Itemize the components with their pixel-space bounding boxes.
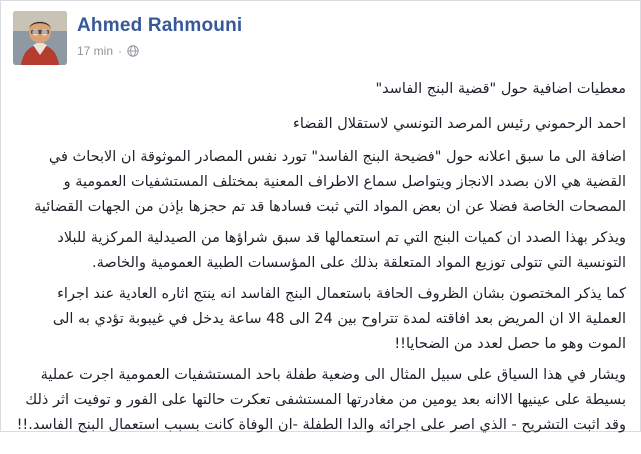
author-name[interactable]: Ahmed Rahmouni bbox=[77, 15, 243, 36]
post-meta bbox=[77, 44, 242, 58]
globe-icon[interactable] bbox=[127, 45, 139, 57]
post-body bbox=[1, 69, 640, 454]
post-paragraph: معطيات اضافية حول "قضية البنج الفاسد" bbox=[375, 81, 626, 97]
post-paragraph: اضافة الى ما سبق اعلانه حول "فضيحة البنج الفاسد" تورد نفس المصادر الموثوقة ان الابحاث في القضية هي الان بصدد الانجاز ويتواصل سماع الاطراف المعنية بمختلف المستشفيات العمومية و المصحات الخاصة فضلا عن ان بعض المواد التي ثبت فسادها قد تم حجزها بإذن من الجهات القضائية bbox=[34, 149, 626, 215]
avatar[interactable] bbox=[13, 11, 67, 65]
meta-separator: · bbox=[118, 44, 123, 58]
post-header-text bbox=[77, 11, 242, 58]
post-timestamp[interactable]: 17 min bbox=[77, 44, 114, 58]
post-header bbox=[1, 1, 640, 69]
user-avatar-photo-icon bbox=[13, 11, 67, 65]
post-paragraph: ويذكر بهذا الصدد ان كميات البنج التي تم استعمالها قد سبق شراؤها من الصيدلية المركزية للبلاد التونسية التي تتولى توزيع المواد المتعلقة بذلك على المؤسسات الطبية العمومية والخاصة. bbox=[57, 230, 626, 271]
post-paragraph: احمد الرحموني رئيس المرصد التونسي لاستقلال القضاء bbox=[293, 116, 626, 132]
post-paragraph: كما يذكر المختصون بشان الظروف الحافة باستعمال البنج الفاسد انه ينتج اثاره العادية عند اجراء العملية الا ان المريض بعد افاقته لمدة تتراوح بين 24 الى 48 ساعة يدخل في غيبوبة تؤدي به الى الموت وهو ما حصل لعدد من الضحايا!! bbox=[52, 286, 626, 352]
post-paragraph: ويشار في هذا السياق على سبيل المثال الى وضعية طفلة باحد المستشفيات العمومية اجرت عملية بسيطة على عينيها الاانه بعد يومين من مغادرتها المستشفى تعكرت حالتها على الفور و توفيت اثر ذلك وقد اثبت التشريح - الذي اصر على اجرائه والدا الطفلة -ان الوفاة كانت بسبب استعمال البنج الفاسد.!! bbox=[16, 367, 626, 433]
